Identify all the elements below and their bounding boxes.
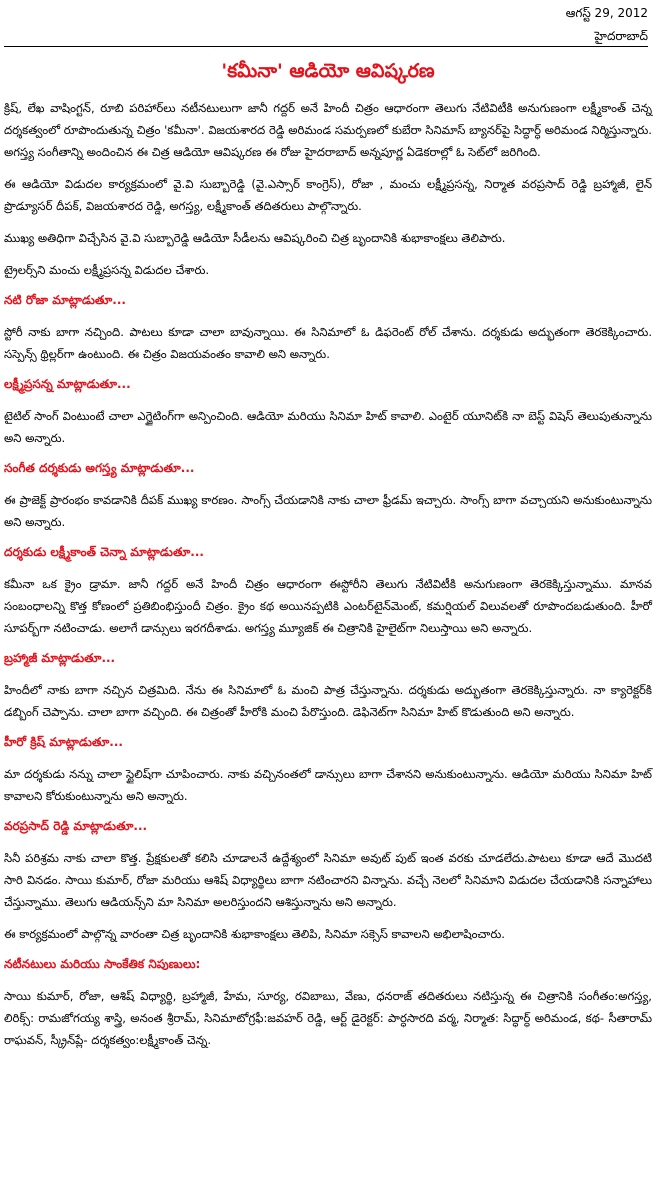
section-text-brahmaji: హిందీలో నాకు బాగా నచ్చిన చిత్రమిది. నేను ఈ సినిమాలో ఓ మంచి పాత్ర చేస్తున్నాను. దర్శకుడు అద్భుతంగా తెరకెక్కిస్తున్నారు. నా క్యారెక్టర్‌కి డబ్బింగ్ చెప్పాను. చాలా బాగా వచ్చింది. ఈ చిత్రంతో హీరోకి మంచి పేరొస్తుంది. డెఫినెట్‌గా సినిమా హిట్ కొడుతుంది అని అన్నారు. — [4, 683, 652, 719]
section-heading-roja: నటి రోజా మాట్లాడుతూ... — [4, 293, 126, 307]
article-date: ఆగస్ట్ 29, 2012 — [565, 6, 648, 20]
credits-heading: నటీనటులు మరియు సాంకేతిక నిపుణులు: — [4, 957, 201, 971]
section-text-director: కమీనా ఒక క్రైం డ్రామా. జానీ గద్దర్ అనే హిందీ చిత్రం ఆధారంగా ఈస్టోరీని తెలుగు నేటివిటీకి అనుగుణంగా తెరకెక్కిస్తున్నాము. మానవ సంబంధాలన్ని కొత్త కోణంలో ప్రతిబింభిస్తుందీ చిత్రం. క్రైం కథ అయినప్పటికి ఎంటర్‌టైన్‌మెంట్, కమర్షియల్ విలువలతో రూపొందబడుతుంది. హీరో సూపర్బ్‌గా నటించాడు. అలాగే డాన్సులు ఇరగదీశాడు. అగస్త్య మ్యూజిక్ ఈ చిత్రానికి హైలైట్‌గా నిలుస్తాయి అని అన్నారు. — [4, 577, 652, 635]
credits-text: సాయి కుమార్, రోజా, ఆశిష్ విధ్యార్థి, బ్రహ్మాజీ, హేమ, సూర్య, రవిబాబు, వేణు, ధనరాజ్ తదితరులు నటిస్తున్న ఈ చిత్రానికి సంగీతం:అగస్త్య, లిరిక్స్: రామజోగయ్య శాస్త్రి, అనంత శ్రీరామ్, సినిమాటోగ్రఫీ:జవహర్ రెడ్డి, ఆర్ట్ డైరెక్టర్: పార్ధసారది వర్మ, నిర్మాత: సిద్ధార్ధ్ అరిమండ, కథ- సీతారామ్ రాఘవన్, స్క్రీన్‌ప్లే- దర్శకత్వం:లక్ష్మీకాంత్ చెన్న. — [4, 989, 652, 1047]
section-text-roja: స్టోరీ నాకు బాగా నచ్చింది. పాటలు కూడా చాలా బావున్నాయి. ఈ సినిమాలో ఓ డిఫరెంట్ రోల్ చేశాను. దర్శకుడు అద్భుతంగా తెరకెక్కించారు. సస్పెన్స్ థ్రిల్లర్‌గా ఉంటుంది. ఈ చిత్రం విజయవంతం కావాలి అని అన్నారు. — [4, 325, 652, 361]
section-text-krish: మా దర్శకుడు నన్ను చాలా స్టైలిష్‌గా చూపించారు. నాకు వచ్చినంతలో డాన్సులు బాగా చేశానని అనుకుంటున్నాను. ఆడియో మరియు సినిమా హిట్ కావాలని కోరుకుంటున్నాను అని అన్నారు. — [4, 767, 652, 803]
section-heading-krish: హీరో క్రిష్ మాట్లాడుతూ... — [4, 735, 123, 749]
article-city: హైదరాబాద్ — [4, 29, 648, 47]
article-meta — [4, 6, 652, 47]
section-heading-lakshmi-prasanna: లక్ష్మీప్రసన్న మాట్లాడుతూ... — [4, 377, 131, 391]
intro-paragraph: ముఖ్య అతిధిగా విచ్చేసిన వై.వి సుబ్బారెడ్డి ఆడియో సీడీలను ఆవిష్కరించి చిత్ర బృందానికి శుభాకాంక్షలు తెలిపారు. — [4, 231, 506, 245]
section-heading-agasthya: సంగీత దర్శకుడు అగస్త్య మాట్లాడుతూ... — [4, 461, 195, 475]
intro-paragraph: ఈ ఆడియో విడుదల కార్యక్రమంలో వై.వి సుబ్బారెడ్డి (వై.ఎస్సార్ కాంగ్రెస్), రోజా , మంచు లక్ష్మీప్రసన్న, నిర్మాత వరప్రసాద్ రెడ్డి బ్రహ్మాజీ, లైన్ ప్రొడ్యూసర్ దీపక్, విజయశారద రెడ్డి, అగస్త్య, లక్ష్మీకాంత్ తదితరులు పాల్గొన్నారు. — [4, 177, 652, 213]
intro-paragraph: క్రిష్, లేఖ వాషింగ్టన్, రూబి పరిహార్‌లు నటీనటులుగా జానీ గద్దర్ అనే హిందీ చిత్రం ఆధారంగా తెలుగు నేటివిటీకి అనుగుణంగా లక్ష్మీకాంత్ చెన్న దర్శకత్వంలో రూపొందుతున్న చిత్రం 'కమీనా'. విజయశారద రెడ్డి అరిమండ సమర్పణలో కుబేరా సినిమాస్ బ్యానర్‌పై సిద్ధార్ధ్ అరిమండ నిర్మిస్తున్నారు. అగస్త్య సంగీతాన్ని అందించిన ఈ చిత్ర ఆడియో ఆవిష్కరణ ఈ రోజు హైదరాబాద్ అన్నపూర్ణ ఏడెకరాల్లో ఓ సెట్‌లో జరిగింది. — [4, 101, 652, 159]
closing-paragraph: ఈ కార్యక్రమంలో పాల్గొన్న వారంతా చిత్ర బృందానికి శుభాకాంక్షలు తెలిపి, సినిమా సక్సెస్ కావాలని అభిలాషించారు. — [4, 927, 505, 941]
section-text-varaprasad: సినీ పరిశ్రమ నాకు చాలా కొత్త. ప్రేక్షకులతో కలిసి చూడాలనే ఉద్దేశ్యంలో సినిమా అవుట్ పుట్ ఇంత వరకు చూడలేదు.పాటలు కూడా ఆదే మొదటి సారి వినడం. సాయి కుమార్, రోజా మరియు ఆశిష్ విధ్యార్థిలు బాగా నటించారని విన్నాను. వచ్చే నెలలో సినిమాని విడుదల చేయడానికి సన్నాహాలు చేస్తున్నాము. తెలుగు ఆడియన్స్‌ని మా సినిమా అలరిస్తుందని ఆశిస్తున్నాను అని అన్నారు. — [4, 851, 652, 909]
section-heading-brahmaji: బ్రహ్మాజీ మాట్లాడుతూ... — [4, 651, 116, 665]
article-title: 'కమీనా' ఆడియో ఆవిష్కరణ — [221, 60, 435, 82]
section-text-agasthya: ఈ ప్రాజెక్ట్ ప్రారంభం కావడానికి దీపక్ ముఖ్య కారణం. సాంగ్స్ చేయడానికి నాకు చాలా ఫ్రీడమ్ ఇచ్చారు. సాంగ్స్ బాగా వచ్చాయని అనుకుంటున్నాను అని అన్నారు. — [4, 493, 652, 529]
intro-paragraph: ట్రైలర్స్‌ని మంచు లక్ష్మీప్రసన్న విడుదల చేశారు. — [4, 263, 210, 277]
section-heading-varaprasad: వరప్రసాద్ రెడ్డి మాట్లాడుతూ... — [4, 819, 148, 833]
section-heading-director: దర్శకుడు లక్ష్మీకాంత్ చెన్నా మాట్లాడుతూ... — [4, 545, 204, 559]
section-text-lakshmi-prasanna: టైటిల్ సాంగ్ వింటుంటే చాలా ఎగ్జైటింగ్‌గా అన్పించింది. ఆడియో మరియు సినిమా హిట్ కావాలి. ఎంటైర్ యూనిట్‌కి నా బెస్ట్ విషెస్ తెలుపుతున్నాను అని అన్నారు. — [4, 409, 652, 445]
